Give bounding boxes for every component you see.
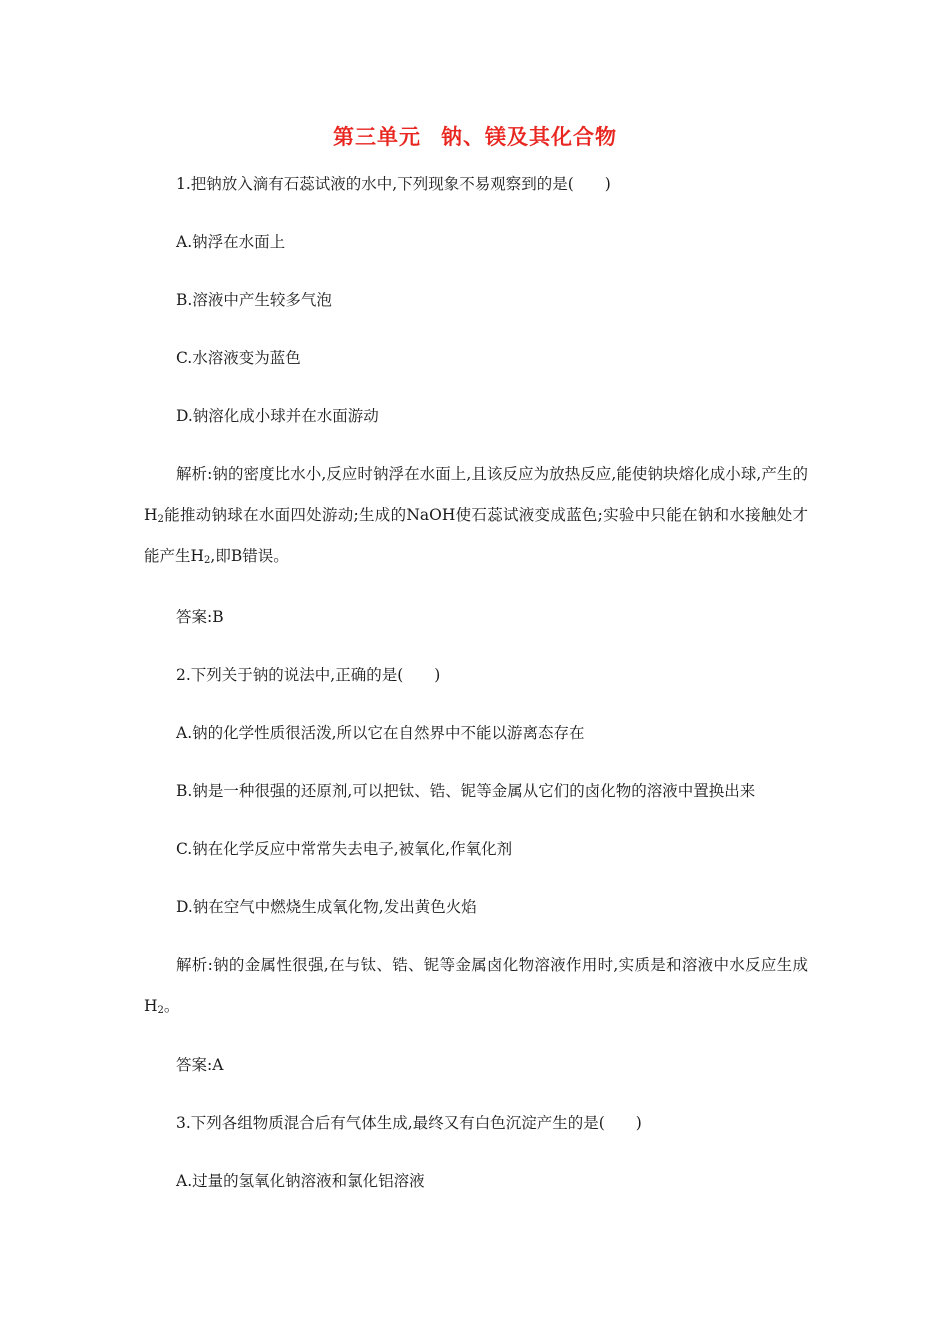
question-3-option-a: A.过量的氢氧化钠溶液和氯化铝溶液	[176, 1172, 425, 1190]
analysis-text: 解析:钠的密度比水小,反应时钠浮在水面上,且该反应为放热反应,能使钠块熔化成小球,产生的H	[144, 465, 808, 524]
question-1-option-a: A.钠浮在水面上	[176, 233, 286, 251]
question-1-option-b: B.溶液中产生较多气泡	[176, 291, 332, 309]
analysis-text: ,即B错误。	[210, 547, 289, 565]
subscript: 2	[157, 514, 164, 525]
question-1-stem: 1.把钠放入滴有石蕊试液的水中,下列现象不易观察到的是( )	[176, 175, 611, 193]
analysis-text: 能推动钠球在水面四处游动;生成的NaOH使石蕊试液变成蓝色;实验中只能在钠和水接触处才能产生H	[144, 506, 808, 565]
question-2-analysis	[144, 945, 808, 1027]
subscript: 2	[204, 555, 211, 566]
question-2-option-a: A.钠的化学性质很活泼,所以它在自然界中不能以游离态存在	[176, 724, 585, 742]
question-1-option-c: C.水溶液变为蓝色	[176, 349, 301, 367]
subscript: 2	[157, 1005, 164, 1016]
question-2-option-b: B.钠是一种很强的还原剂,可以把钛、锆、铌等金属从它们的卤化物的溶液中置换出来	[176, 782, 756, 800]
analysis-text: 。	[163, 997, 180, 1015]
document-title	[0, 122, 950, 152]
title-unit: 第三单元	[333, 125, 421, 149]
question-1-analysis	[144, 454, 808, 577]
question-3-stem: 3.下列各组物质混合后有气体生成,最终又有白色沉淀产生的是( )	[176, 1114, 642, 1132]
question-2-option-c: C.钠在化学反应中常常失去电子,被氧化,作氧化剂	[176, 840, 513, 858]
question-1-option-d: D.钠溶化成小球并在水面游动	[176, 407, 379, 425]
question-2-answer: 答案:A	[176, 1056, 224, 1074]
analysis-text: 解析:钠的金属性很强,在与钛、锆、铌等金属卤化物溶液作用时,实质是和溶液中水反应生成H	[144, 956, 808, 1015]
question-2-stem: 2.下列关于钠的说法中,正确的是( )	[176, 666, 441, 684]
question-1-answer: 答案:B	[176, 608, 224, 626]
title-topic: 钠、镁及其化合物	[441, 125, 617, 149]
question-2-option-d: D.钠在空气中燃烧生成氧化物,发出黄色火焰	[176, 898, 477, 916]
